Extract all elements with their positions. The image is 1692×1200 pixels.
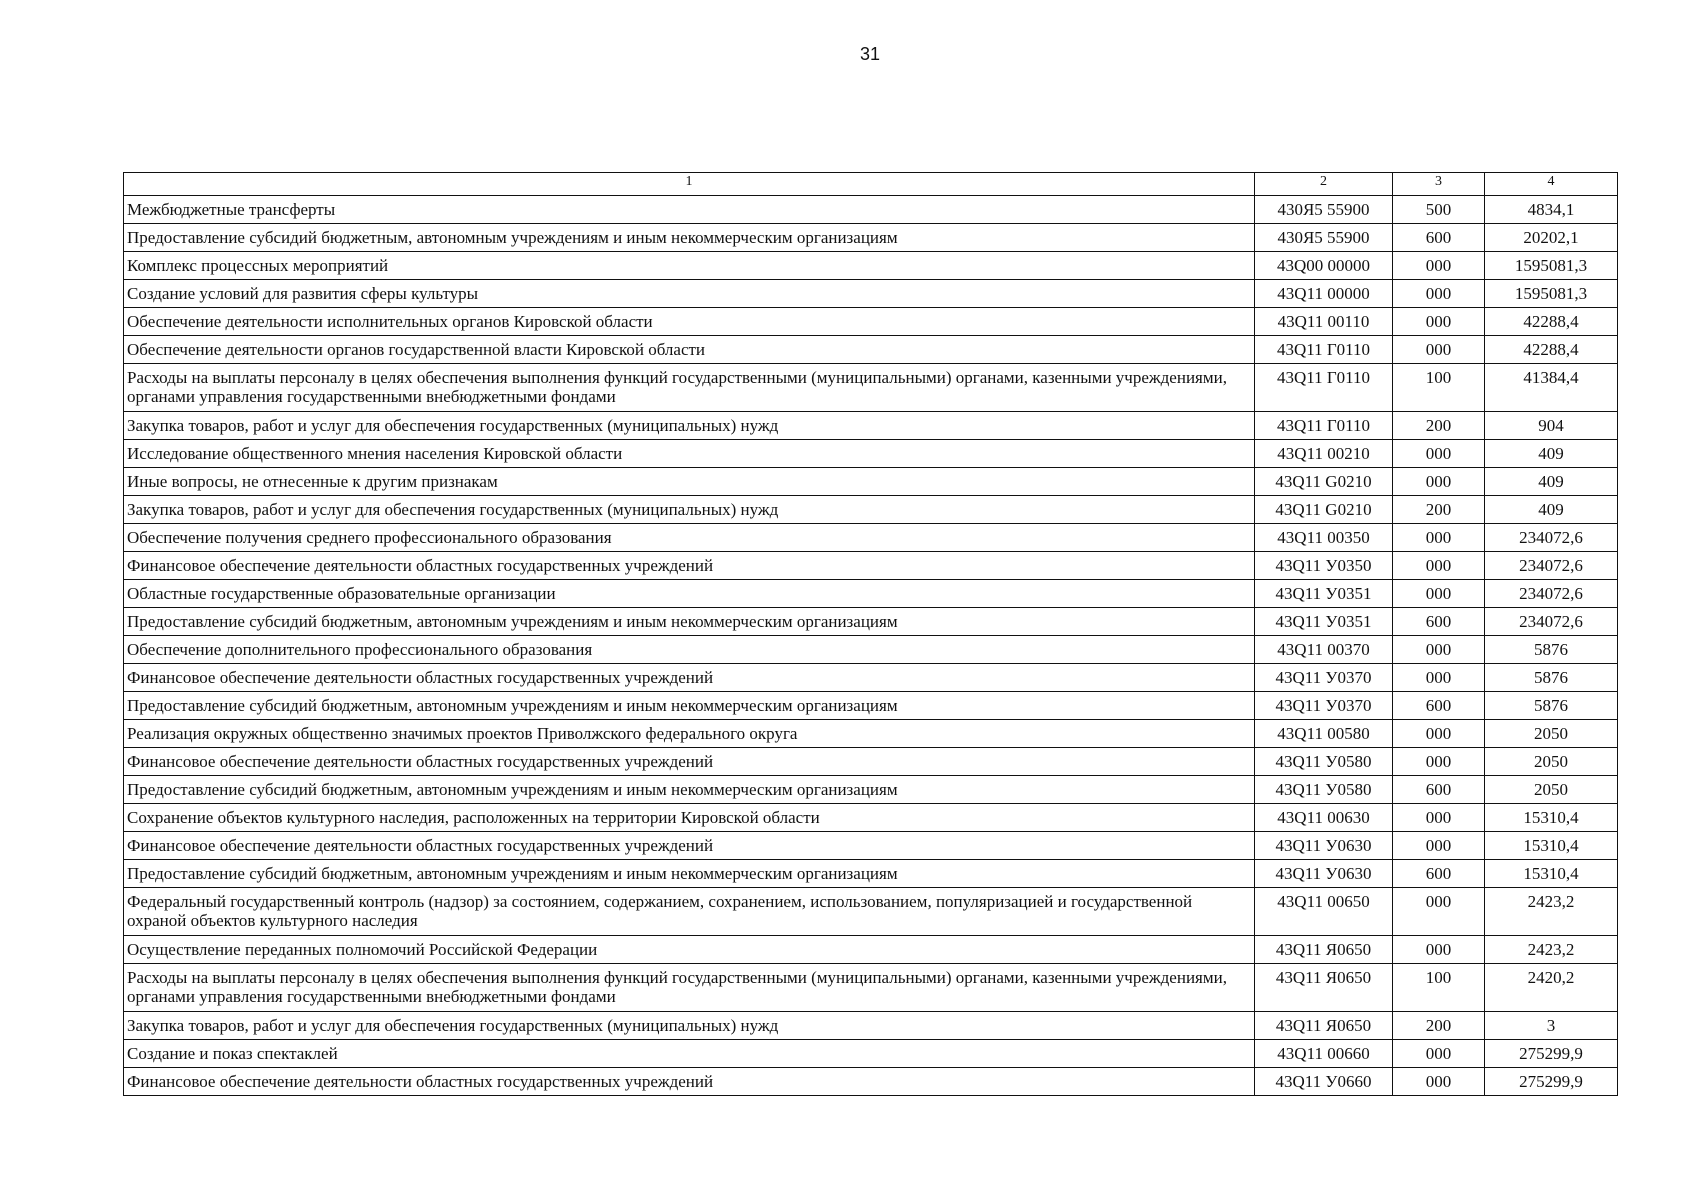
type-cell: 200	[1393, 412, 1485, 440]
code-cell: 43Q11 Я0650	[1255, 964, 1393, 1012]
table-row	[124, 280, 1618, 308]
type-cell: 000	[1393, 524, 1485, 552]
sum-cell: 15310,4	[1485, 832, 1618, 860]
type-cell: 600	[1393, 692, 1485, 720]
sum-cell: 1595081,3	[1485, 252, 1618, 280]
code-cell: 43Q11 У0370	[1255, 692, 1393, 720]
table-row	[124, 832, 1618, 860]
table-row	[124, 888, 1618, 936]
sum-cell: 904	[1485, 412, 1618, 440]
table-row	[124, 936, 1618, 964]
name-cell: Обеспечение деятельности исполнительных органов Кировской области	[124, 308, 1255, 336]
table-row	[124, 552, 1618, 580]
sum-cell: 234072,6	[1485, 552, 1618, 580]
code-cell: 43Q11 00110	[1255, 308, 1393, 336]
sum-cell: 2423,2	[1485, 936, 1618, 964]
table-row	[124, 1040, 1618, 1068]
type-cell: 500	[1393, 196, 1485, 224]
table-row	[124, 720, 1618, 748]
name-cell: Финансовое обеспечение деятельности областных государственных учреждений	[124, 1068, 1255, 1096]
header-col-2: 2	[1255, 173, 1393, 196]
sum-cell: 4834,1	[1485, 196, 1618, 224]
code-cell: 43Q11 G0210	[1255, 496, 1393, 524]
header-row	[124, 173, 1618, 196]
code-cell: 43Q11 У0350	[1255, 552, 1393, 580]
header-col-1: 1	[124, 173, 1255, 196]
sum-cell: 409	[1485, 440, 1618, 468]
header-col-3: 3	[1393, 173, 1485, 196]
code-cell: 43Q11 Г0110	[1255, 364, 1393, 412]
code-cell: 43Q11 У0580	[1255, 748, 1393, 776]
sum-cell: 42288,4	[1485, 308, 1618, 336]
sum-cell: 5876	[1485, 636, 1618, 664]
sum-cell: 15310,4	[1485, 804, 1618, 832]
code-cell: 43Q11 Я0650	[1255, 936, 1393, 964]
code-cell: 43Q11 У0580	[1255, 776, 1393, 804]
table-row	[124, 776, 1618, 804]
table-body	[124, 196, 1618, 1096]
type-cell: 000	[1393, 888, 1485, 936]
name-cell: Межбюджетные трансферты	[124, 196, 1255, 224]
code-cell: 43Q11 G0210	[1255, 468, 1393, 496]
table-row	[124, 1068, 1618, 1096]
type-cell: 100	[1393, 964, 1485, 1012]
header-col-4: 4	[1485, 173, 1618, 196]
table-row	[124, 1012, 1618, 1040]
type-cell: 000	[1393, 832, 1485, 860]
type-cell: 000	[1393, 936, 1485, 964]
name-cell: Предоставление субсидий бюджетным, автономным учреждениям и иным некоммерческим организациям	[124, 608, 1255, 636]
name-cell: Финансовое обеспечение деятельности областных государственных учреждений	[124, 832, 1255, 860]
table-row	[124, 664, 1618, 692]
name-cell: Закупка товаров, работ и услуг для обеспечения государственных (муниципальных) нужд	[124, 496, 1255, 524]
table-row	[124, 364, 1618, 412]
name-cell: Финансовое обеспечение деятельности областных государственных учреждений	[124, 664, 1255, 692]
type-cell: 000	[1393, 336, 1485, 364]
code-cell: 43Q11 00370	[1255, 636, 1393, 664]
name-cell: Закупка товаров, работ и услуг для обеспечения государственных (муниципальных) нужд	[124, 1012, 1255, 1040]
sum-cell: 2050	[1485, 776, 1618, 804]
sum-cell: 2050	[1485, 748, 1618, 776]
name-cell: Расходы на выплаты персоналу в целях обеспечения выполнения функций государственными (муниципальными) органами, казенными учреждениями, органами управления государственными внебюджетными фондами	[124, 964, 1255, 1012]
type-cell: 200	[1393, 496, 1485, 524]
code-cell: 43Q11 00630	[1255, 804, 1393, 832]
type-cell: 000	[1393, 252, 1485, 280]
name-cell: Реализация окружных общественно значимых проектов Приволжского федерального округа	[124, 720, 1255, 748]
type-cell: 600	[1393, 860, 1485, 888]
type-cell: 600	[1393, 608, 1485, 636]
code-cell: 43Q11 00580	[1255, 720, 1393, 748]
name-cell: Предоставление субсидий бюджетным, автономным учреждениям и иным некоммерческим организациям	[124, 860, 1255, 888]
sum-cell: 234072,6	[1485, 608, 1618, 636]
type-cell: 000	[1393, 308, 1485, 336]
name-cell: Обеспечение дополнительного профессионального образования	[124, 636, 1255, 664]
type-cell: 000	[1393, 636, 1485, 664]
table-row	[124, 336, 1618, 364]
name-cell: Создание и показ спектаклей	[124, 1040, 1255, 1068]
name-cell: Предоставление субсидий бюджетным, автономным учреждениям и иным некоммерческим организациям	[124, 776, 1255, 804]
table-row	[124, 224, 1618, 252]
code-cell: 43Q11 У0630	[1255, 860, 1393, 888]
type-cell: 000	[1393, 804, 1485, 832]
name-cell: Обеспечение получения среднего профессионального образования	[124, 524, 1255, 552]
sum-cell: 2420,2	[1485, 964, 1618, 1012]
table-row	[124, 964, 1618, 1012]
type-cell: 600	[1393, 224, 1485, 252]
code-cell: 43Q11 У0660	[1255, 1068, 1393, 1096]
table-row	[124, 748, 1618, 776]
type-cell: 600	[1393, 776, 1485, 804]
name-cell: Создание условий для развития сферы культуры	[124, 280, 1255, 308]
page-number: 31	[859, 44, 881, 64]
type-cell: 200	[1393, 1012, 1485, 1040]
code-cell: 430Я5 55900	[1255, 224, 1393, 252]
type-cell: 000	[1393, 748, 1485, 776]
name-cell: Сохранение объектов культурного наследия, расположенных на территории Кировской области	[124, 804, 1255, 832]
sum-cell: 5876	[1485, 664, 1618, 692]
code-cell: 43Q11 00650	[1255, 888, 1393, 936]
type-cell: 000	[1393, 1040, 1485, 1068]
code-cell: 43Q11 У0351	[1255, 580, 1393, 608]
type-cell: 000	[1393, 580, 1485, 608]
code-cell: 43Q11 00210	[1255, 440, 1393, 468]
sum-cell: 409	[1485, 468, 1618, 496]
sum-cell: 3	[1485, 1012, 1618, 1040]
sum-cell: 42288,4	[1485, 336, 1618, 364]
name-cell: Предоставление субсидий бюджетным, автономным учреждениям и иным некоммерческим организациям	[124, 224, 1255, 252]
table-row	[124, 496, 1618, 524]
sum-cell: 275299,9	[1485, 1068, 1618, 1096]
table-header	[124, 173, 1618, 196]
name-cell: Финансовое обеспечение деятельности областных государственных учреждений	[124, 552, 1255, 580]
name-cell: Предоставление субсидий бюджетным, автономным учреждениям и иным некоммерческим организациям	[124, 692, 1255, 720]
name-cell: Исследование общественного мнения населения Кировской области	[124, 440, 1255, 468]
table-row	[124, 692, 1618, 720]
name-cell: Областные государственные образовательные организации	[124, 580, 1255, 608]
sum-cell: 2050	[1485, 720, 1618, 748]
code-cell: 43Q11 Я0650	[1255, 1012, 1393, 1040]
table-row	[124, 308, 1618, 336]
code-cell: 43Q11 00000	[1255, 280, 1393, 308]
sum-cell: 20202,1	[1485, 224, 1618, 252]
type-cell: 000	[1393, 468, 1485, 496]
sum-cell: 41384,4	[1485, 364, 1618, 412]
name-cell: Закупка товаров, работ и услуг для обеспечения государственных (муниципальных) нужд	[124, 412, 1255, 440]
sum-cell: 275299,9	[1485, 1040, 1618, 1068]
type-cell: 000	[1393, 440, 1485, 468]
sum-cell: 2423,2	[1485, 888, 1618, 936]
name-cell: Финансовое обеспечение деятельности областных государственных учреждений	[124, 748, 1255, 776]
type-cell: 000	[1393, 664, 1485, 692]
table-row	[124, 440, 1618, 468]
sum-cell: 1595081,3	[1485, 280, 1618, 308]
name-cell: Расходы на выплаты персоналу в целях обеспечения выполнения функций государственными (муниципальными) органами, казенными учреждениями, органами управления государственными внебюджетными фондами	[124, 364, 1255, 412]
sum-cell: 15310,4	[1485, 860, 1618, 888]
name-cell: Федеральный государственный контроль (надзор) за состоянием, содержанием, сохранением, использованием, популяризацией и государственной охраной объектов культурного наследия	[124, 888, 1255, 936]
code-cell: 43Q11 У0351	[1255, 608, 1393, 636]
budget-table	[123, 172, 1618, 1096]
type-cell: 000	[1393, 720, 1485, 748]
table-row	[124, 412, 1618, 440]
sum-cell: 234072,6	[1485, 580, 1618, 608]
table-row	[124, 636, 1618, 664]
type-cell: 100	[1393, 364, 1485, 412]
code-cell: 43Q11 У0370	[1255, 664, 1393, 692]
code-cell: 43Q11 У0630	[1255, 832, 1393, 860]
name-cell: Осуществление переданных полномочий Российской Федерации	[124, 936, 1255, 964]
code-cell: 43Q11 Г0110	[1255, 412, 1393, 440]
table-row	[124, 468, 1618, 496]
name-cell: Комплекс процессных мероприятий	[124, 252, 1255, 280]
code-cell: 43Q11 Г0110	[1255, 336, 1393, 364]
table-row	[124, 608, 1618, 636]
sum-cell: 5876	[1485, 692, 1618, 720]
table-row	[124, 196, 1618, 224]
type-cell: 000	[1393, 552, 1485, 580]
table-row	[124, 524, 1618, 552]
type-cell: 000	[1393, 280, 1485, 308]
sum-cell: 409	[1485, 496, 1618, 524]
name-cell: Обеспечение деятельности органов государственной власти Кировской области	[124, 336, 1255, 364]
table-row	[124, 252, 1618, 280]
type-cell: 000	[1393, 1068, 1485, 1096]
code-cell: 43Q11 00350	[1255, 524, 1393, 552]
table-row	[124, 580, 1618, 608]
table-row	[124, 804, 1618, 832]
sum-cell: 234072,6	[1485, 524, 1618, 552]
table-row	[124, 860, 1618, 888]
code-cell: 43Q11 00660	[1255, 1040, 1393, 1068]
name-cell: Иные вопросы, не отнесенные к другим признакам	[124, 468, 1255, 496]
code-cell: 430Я5 55900	[1255, 196, 1393, 224]
code-cell: 43Q00 00000	[1255, 252, 1393, 280]
